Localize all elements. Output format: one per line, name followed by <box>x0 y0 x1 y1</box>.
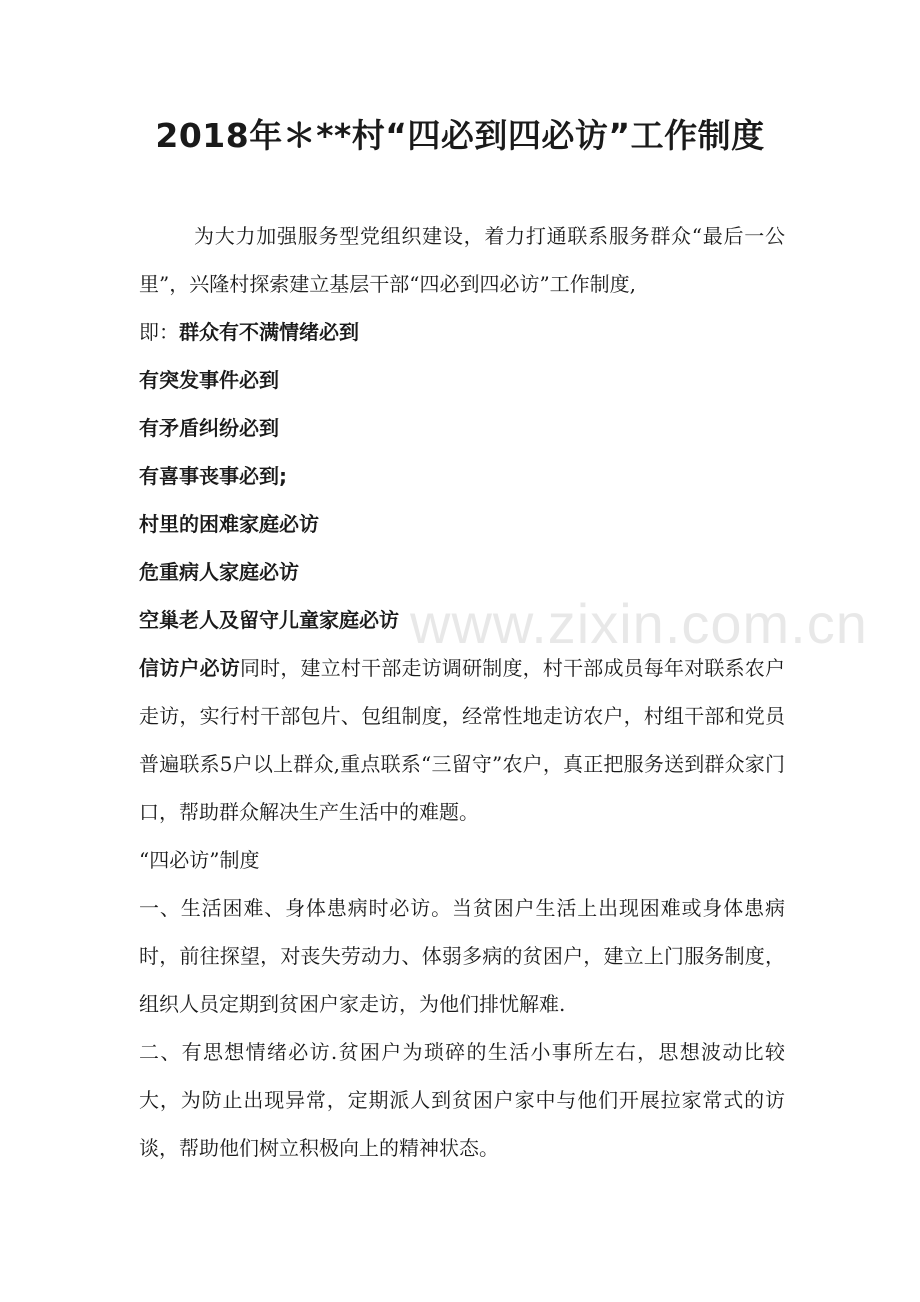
section-heading: “四必访”制度 <box>139 848 260 872</box>
list-item: 村里的困难家庭必访 <box>139 512 319 536</box>
numbered-paragraph-1: 一、生活困难、身体患病时必访。当贫困户生活上出现困难或身体患病时，前往探望，对丧失劳动力、体弱多病的贫困户，建立上门服务制度，组织人员定期到贫困户家走访，为他们排忧解难. <box>139 896 785 1016</box>
document-body <box>139 212 785 1172</box>
list-item: 空巢老人及留守儿童家庭必访 <box>139 608 399 632</box>
list-item: 有矛盾纠纷必到 <box>139 416 279 440</box>
list-continuation-paragraph <box>139 644 785 836</box>
list-item-text: 群众有不满情绪必到 <box>179 320 359 344</box>
list-item-text: 信访户必访 <box>139 656 240 680</box>
list-item <box>139 308 785 356</box>
list-item: 危重病人家庭必访 <box>139 560 299 584</box>
list-item: 有喜事丧事必到; <box>139 464 287 488</box>
list-prefix: 即： <box>139 320 179 344</box>
list-item: 有突发事件必到 <box>139 368 279 392</box>
intro-paragraph: 为大力加强服务型党组织建设，着力打通联系服务群众“最后一公里”，兴隆村探索建立基层干部“四必到四必访”工作制度, <box>139 224 785 296</box>
watermark: www.zixin.com.cn <box>410 592 868 655</box>
continuation-text: 同时，建立村干部走访调研制度，村干部成员每年对联系农户走访，实行村干部包片、包组制度，经常性地走访农户，村组干部和党员普遍联系5户以上群众,重点联系“三留守”农户，真正把服务送到群众家门口，帮助群众解决生产生活中的难题。 <box>139 656 786 824</box>
document-title: 2018年＊**村“四必到四必访”工作制度 <box>155 116 765 155</box>
numbered-paragraph-2: 二、有思想情绪必访.贫困户为琐碎的生活小事所左右，思想波动比较大，为防止出现异常，定期派人到贫困户家中与他们开展拉家常式的访谈，帮助他们树立积极向上的精神状态。 <box>139 1040 785 1160</box>
